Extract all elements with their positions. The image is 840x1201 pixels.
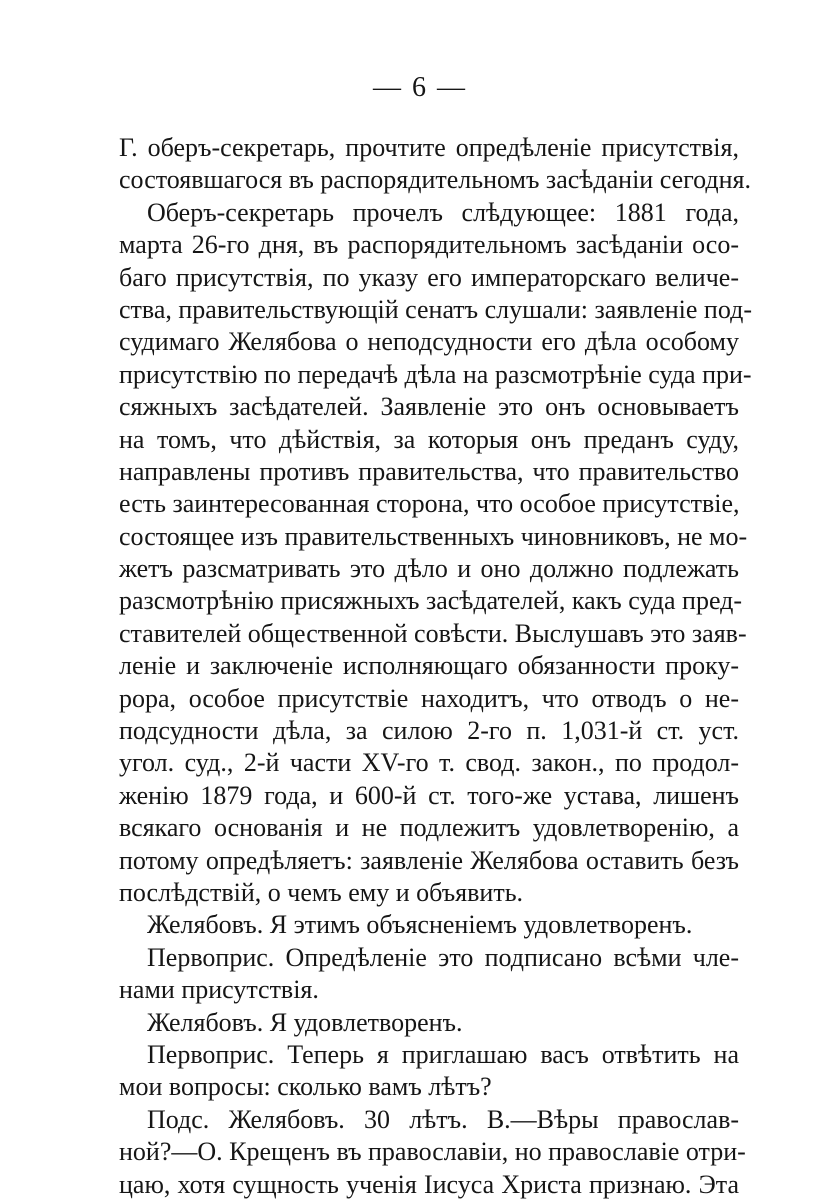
text-line: состоящее изъ правительственныхъ чиновниковъ, не мо- [119, 521, 748, 551]
text-line: цаю, хотя сущность ученія Іисуса Христа признаю. Эта [119, 1169, 739, 1199]
text-line: жетъ разсматривать это дѣло и оно должно подлежать [119, 554, 739, 584]
text-line: ставителей общественной совѣсти. Выслушавъ это заяв- [119, 618, 747, 648]
text-line: подсудности дѣла, за силою 2-го п. 1,031-й ст. уст. [119, 716, 739, 746]
speaker-line: Желябовъ. Я удовлетворенъ. [147, 1007, 463, 1037]
text-line: мои вопросы: сколько вамъ лѣтъ? [119, 1072, 492, 1102]
speaker-line: Первоприс. Опредѣленіе это подписано всѣми чле- [147, 942, 739, 972]
text-line: послѣдствій, о чемъ ему и объявить. [119, 877, 524, 907]
speaker-line: Первоприс. Теперь я приглашаю васъ отвѣтить на [147, 1039, 739, 1069]
text-line: судимаго Желябова о неподсудности его дѣла особому [119, 327, 739, 357]
text-line: леніе и заключеніе исполняющаго обязанности проку- [119, 651, 739, 681]
text-line: женію 1879 года, и 600-й ст. того-же устава, лишенъ [119, 780, 739, 810]
speaker-line: Желябовъ. Я этимъ объясненіемъ удовлетворенъ. [147, 910, 693, 940]
text-line: направлены противъ правительства, что правительство [119, 456, 739, 486]
text-line: ства, правительствующій сенатъ слушали: заявленіе под- [119, 294, 752, 324]
text-line: Г. оберъ-секретарь, прочтите опредѣленіе присутствія, [119, 133, 739, 162]
text-line: ной?—О. Крещенъ въ православіи, но православіе отри- [119, 1137, 746, 1167]
text-line: присутствію по передачѣ дѣла на разсмотрѣніе суда при- [119, 359, 752, 389]
text-line: на томъ, что дѣйствія, за которыя онъ преданъ суду, [119, 424, 739, 454]
text-line: рора, особое присутствіе находитъ, что отводъ о не- [119, 683, 739, 713]
speaker-line: Подс. Желябовъ. 30 лѣтъ. В.—Вѣры православ- [147, 1104, 739, 1134]
text-line: состоявшагося въ распорядительномъ засѣданіи сегодня. [119, 165, 751, 195]
body-text [119, 132, 752, 1201]
text-line: потому опредѣляетъ: заявленіе Желябова оставить безъ [119, 845, 739, 875]
text-line: Оберъ-секретарь прочелъ слѣдующее: 1881 года, [147, 197, 739, 227]
text-line: баго присутствія, по указу его императорскаго величе- [119, 262, 739, 292]
text-line: сяжныхъ засѣдателей. Заявленіе это онъ основываетъ [119, 392, 739, 422]
text-line: угол. суд., 2-й части XV-го т. свод. закон., по продол- [119, 748, 739, 778]
text-line: разсмотрѣнію присяжныхъ засѣдателей, какъ суда пред- [119, 586, 743, 616]
text-line: нами присутствія. [119, 975, 319, 1005]
text-line: марта 26-го дня, въ распорядительномъ засѣданіи осо- [119, 230, 739, 260]
text-line: есть заинтересованная сторона, что особое присутствіе, [119, 489, 740, 519]
page-number: — 6 — [373, 72, 467, 103]
text-line: всякаго основанія и не подлежитъ удовлетворенію, а [119, 813, 739, 843]
